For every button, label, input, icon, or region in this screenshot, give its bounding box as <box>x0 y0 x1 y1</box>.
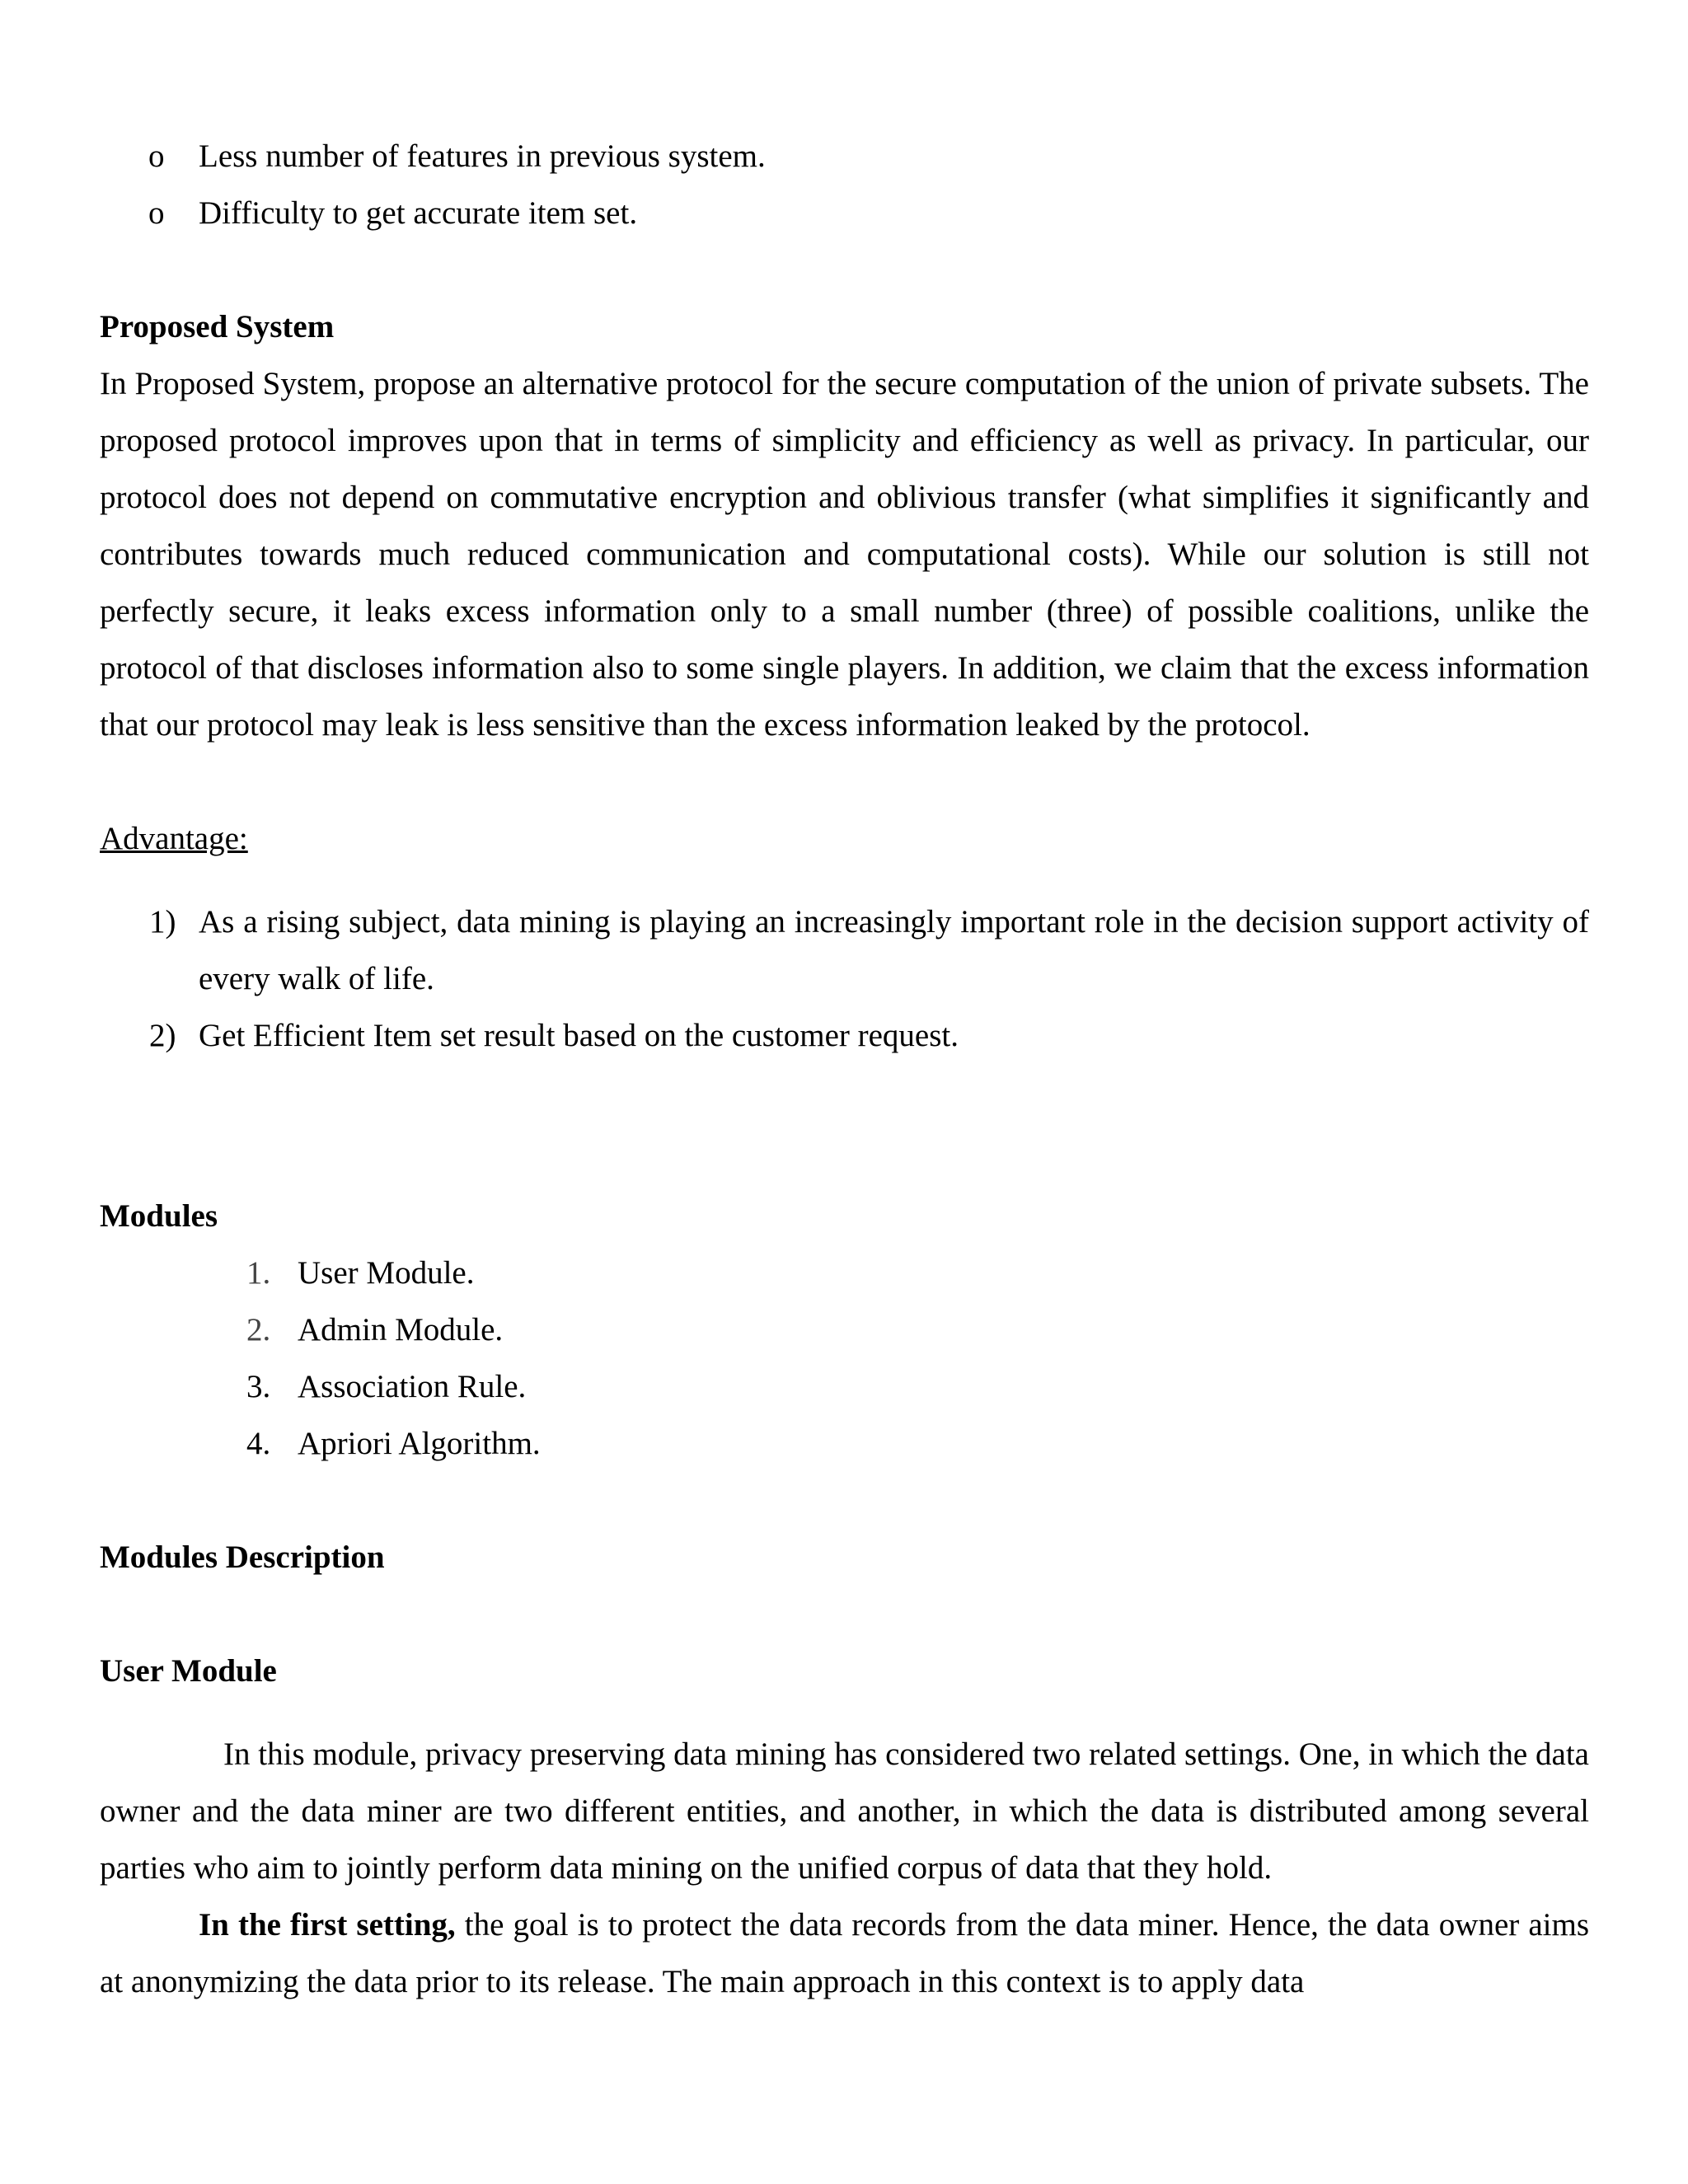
user-module-paragraph-1: In this module, privacy preserving data mining has considered two related settings. One, in which the data owner and the data miner are two different entities, and another, in which the data is distributed among several parties who aim to jointly perform data mining on the unified corpus of data that they hold. <box>100 1736 1589 1886</box>
bullet-marker: o <box>148 195 165 231</box>
advantage-heading: Advantage: <box>100 821 248 856</box>
list-item <box>100 1358 1589 1415</box>
user-module-paragraph-2 <box>100 1896 1589 2010</box>
document-content <box>100 128 1589 2010</box>
advantage-list <box>100 893 1589 1064</box>
modules-description-heading: Modules Description <box>100 1540 385 1575</box>
list-item-text: Less number of features in previous system. <box>199 138 766 174</box>
list-item <box>100 128 1589 185</box>
bold-lead-in: In the first setting, <box>199 1907 456 1943</box>
list-item <box>100 185 1589 241</box>
list-item-text: Association Rule. <box>298 1369 527 1404</box>
drawbacks-list <box>100 128 1589 241</box>
proposed-system-paragraph: In Proposed System, propose an alternative protocol for the secure computation of the union of private subsets. The proposed protocol improves upon that in terms of simplicity and efficiency as well as privacy. In particular, our protocol does not depend on commutative encryption and oblivious transfer (what simplifies it significantly and contributes towards much reduced communication and computational costs). While our solution is still not perfectly secure, it leaks excess information only to a small number (three) of possible coalitions, unlike the protocol of that discloses information also to some single players. In addition, we claim that the excess information that our protocol may leak is less sensitive than the excess information leaked by the protocol. <box>100 366 1589 743</box>
list-item-text: Admin Module. <box>298 1312 504 1347</box>
list-number: 1) <box>149 904 176 940</box>
modules-heading: Modules <box>100 1198 218 1234</box>
list-number: 3. <box>246 1369 271 1404</box>
list-item <box>100 1415 1589 1472</box>
user-module-heading: User Module <box>100 1653 277 1689</box>
proposed-system-heading: Proposed System <box>100 309 335 344</box>
list-item <box>100 1301 1589 1358</box>
list-item-text: Difficulty to get accurate item set. <box>199 195 638 231</box>
list-number: 1. <box>246 1255 271 1291</box>
list-item-text: Apriori Algorithm. <box>298 1426 541 1461</box>
list-item-text: User Module. <box>298 1255 475 1291</box>
list-item <box>100 1007 1589 1064</box>
list-number: 2. <box>246 1312 271 1347</box>
list-number: 2) <box>149 1018 176 1053</box>
paragraph-text: the goal is to protect the data records from the data miner. Hence, the data owner aims at anonymizing the data prior to its release. The main approach in this context is to apply data <box>100 1907 1589 1999</box>
list-item-text: As a rising subject, data mining is playing an increasingly important role in the decision support activity of every walk of life. <box>199 904 1589 996</box>
modules-list <box>100 1244 1589 1472</box>
list-item-text: Get Efficient Item set result based on the customer request. <box>199 1018 959 1053</box>
list-item <box>100 1244 1589 1301</box>
list-number: 4. <box>246 1426 271 1461</box>
bullet-marker: o <box>148 138 165 174</box>
list-item <box>100 893 1589 1007</box>
